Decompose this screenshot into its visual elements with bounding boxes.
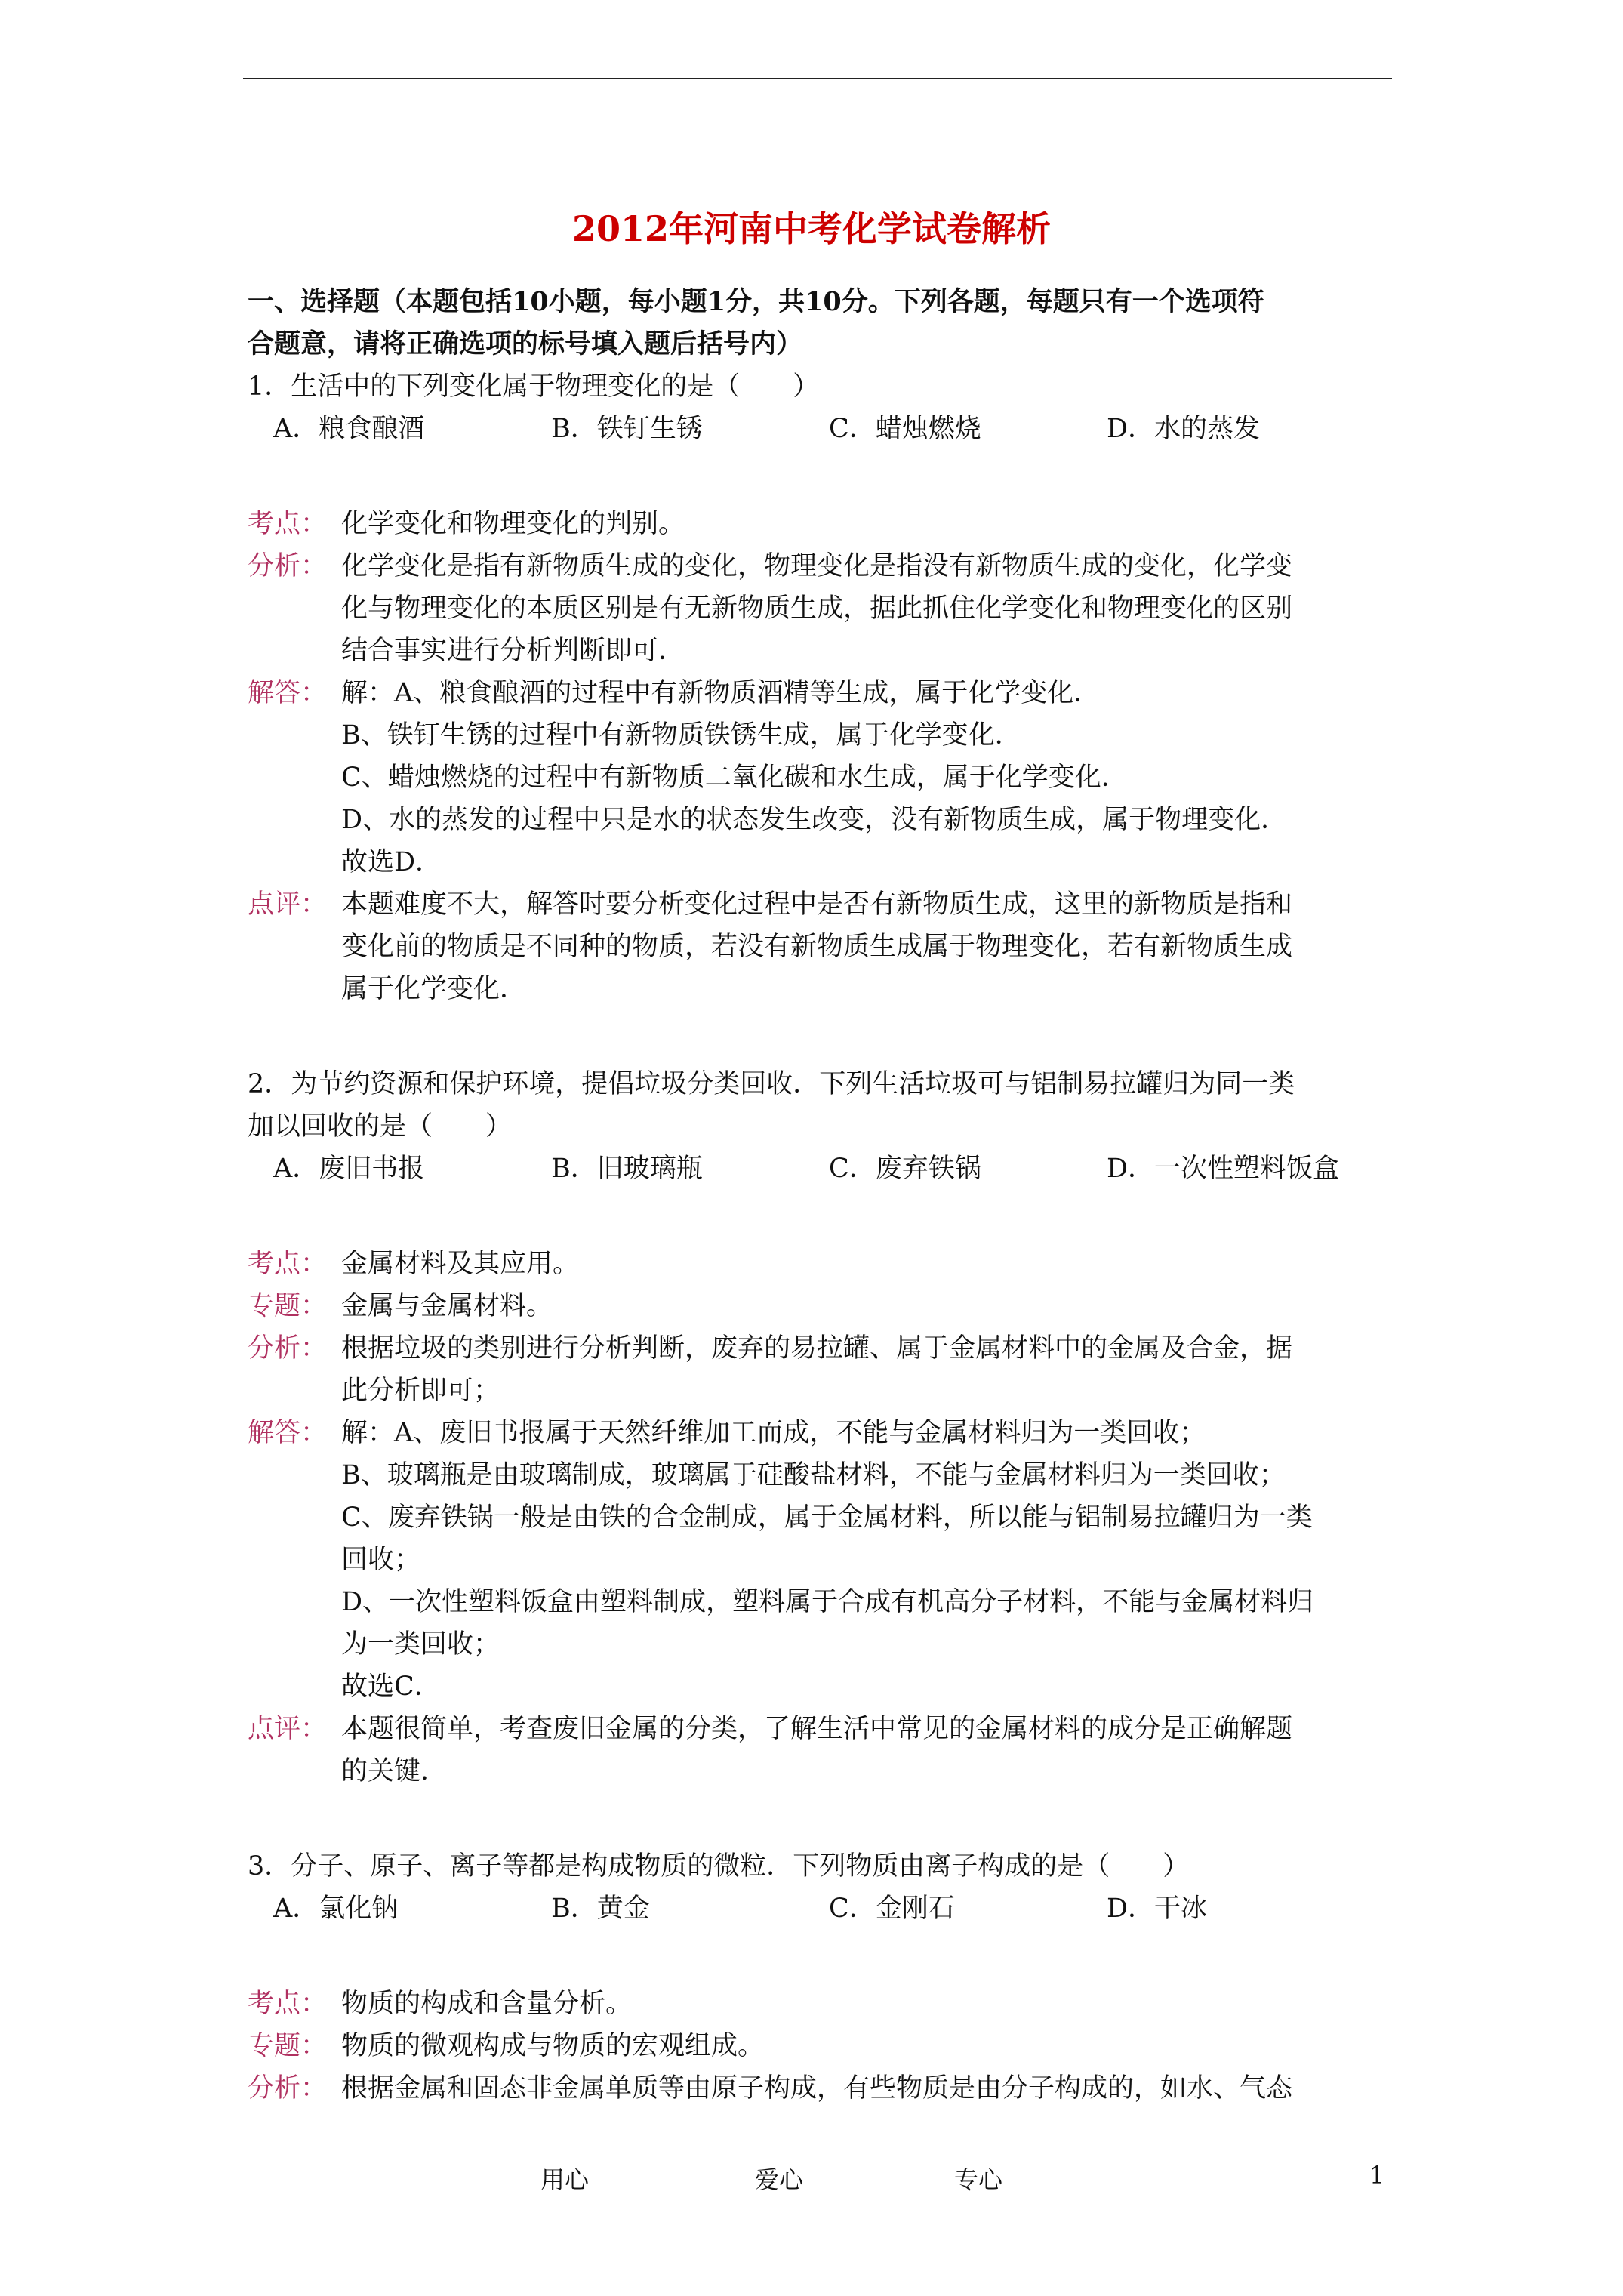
analysis-line: 变化前的物质是不同种的物质，若没有新物质生成属于物理变化，若有新物质生成 — [341, 932, 1293, 962]
options-row — [248, 408, 1397, 450]
option-b: B．黄金 — [551, 1894, 650, 1924]
analysis-line: C、废弃铁锅一般是由铁的合金制成，属于金属材料，所以能与铝制易拉罐归为一类 — [341, 1502, 1313, 1533]
footer-left-text: 用心 — [540, 2165, 590, 2194]
analysis-fenxi — [248, 2067, 1397, 2110]
analysis-line: D、水的蒸发的过程中只是水的状态发生改变，没有新物质生成，属于物理变化． — [341, 805, 1288, 835]
analysis-line: 化与物理变化的本质区别是有无新物质生成，据此抓住化学变化和物理变化的区别 — [341, 593, 1293, 624]
question-stem: 2．为节约资源和保护环境，提倡垃圾分类回收．下列生活垃圾可与铝制易拉罐归为同一类 — [248, 1069, 1295, 1099]
analysis-label: 分析： — [248, 2073, 328, 2103]
analysis-label: 专题： — [248, 1291, 328, 1321]
option-d: D．水的蒸发 — [1107, 414, 1261, 444]
analysis-dianping — [248, 1708, 1397, 1792]
analysis-fenxi — [248, 1327, 1397, 1412]
analysis-kaodian — [248, 1243, 1397, 1285]
option-c: C．废弃铁锅 — [829, 1154, 981, 1184]
analysis-fenxi — [248, 545, 1397, 672]
page-number: 1 — [1369, 2161, 1385, 2190]
question-1 — [248, 365, 1397, 1010]
analysis-line: 根据金属和固态非金属单质等由原子构成，有些物质是由分子构成的，如水、气态 — [341, 2073, 1293, 2103]
section-heading-line-2: 合题意，请将正确选项的标号填入题后括号内） — [248, 328, 803, 359]
analysis-zhuanti — [248, 1285, 1397, 1327]
analysis-jieda — [248, 1412, 1397, 1708]
analysis-line: C、蜡烛燃烧的过程中有新物质二氧化碳和水生成，属于化学变化． — [341, 763, 1128, 793]
analysis-line: 解：A、废旧书报属于天然纤维加工而成，不能与金属材料归为一类回收； — [341, 1418, 1206, 1448]
analysis-label: 考点： — [248, 1989, 328, 2019]
analysis-line: 此分析即可； — [341, 1376, 500, 1406]
analysis-label: 分析： — [248, 1333, 328, 1364]
option-d: D．一次性塑料饭盒 — [1107, 1154, 1340, 1184]
footer-right-text: 专心 — [954, 2165, 1003, 2194]
option-a: A．粮食酿酒 — [273, 414, 425, 444]
analysis-label: 专题： — [248, 2031, 328, 2061]
analysis-line: 物质的微观构成与物质的宏观组成。 — [341, 2031, 765, 2061]
analysis-line: 的关键． — [341, 1756, 448, 1786]
analysis-line: 结合事实进行分析判断即可． — [341, 636, 685, 666]
analysis-line: B、铁钉生锈的过程中有新物质铁锈生成，属于化学变化． — [341, 720, 1021, 750]
option-d: D．干冰 — [1107, 1894, 1208, 1924]
analysis-jieda — [248, 672, 1397, 883]
option-c: C．金刚石 — [829, 1894, 955, 1924]
analysis-label: 点评： — [248, 889, 328, 920]
analysis-line: 故选C． — [341, 1672, 441, 1702]
analysis-line: B、玻璃瓶是由玻璃制成，玻璃属于硅酸盐材料，不能与金属材料归为一类回收； — [341, 1460, 1286, 1490]
analysis-label: 解答： — [248, 678, 328, 708]
section-heading-line-1: 一、选择题（本题包括10小题，每小题1分，共10分。下列各题，每题只有一个选项符 — [248, 286, 1264, 317]
analysis-zhuanti — [248, 2025, 1397, 2067]
analysis-line: 根据垃圾的类别进行分析判断，废弃的易拉罐、属于金属材料中的金属及合金，据 — [341, 1333, 1293, 1364]
header-rule — [243, 78, 1392, 79]
analysis-line: 回收； — [341, 1545, 421, 1575]
question-stem: 1．生活中的下列变化属于物理变化的是（ ） — [248, 371, 820, 402]
analysis-line: 解：A、粮食酿酒的过程中有新物质酒精等生成，属于化学变化． — [341, 678, 1101, 708]
analysis-line: 物质的构成和含量分析。 — [341, 1989, 633, 2019]
option-a: A．废旧书报 — [273, 1154, 425, 1184]
option-c: C．蜡烛燃烧 — [829, 414, 981, 444]
analysis-label: 考点： — [248, 1249, 328, 1279]
analysis-label: 分析： — [248, 551, 328, 581]
analysis-line: 属于化学变化． — [341, 974, 527, 1004]
analysis-label: 考点： — [248, 509, 328, 539]
question-3 — [248, 1845, 1397, 2110]
analysis-line: 化学变化和物理变化的判别。 — [341, 509, 685, 539]
analysis-line: 化学变化是指有新物质生成的变化，物理变化是指没有新物质生成的变化，化学变 — [341, 551, 1293, 581]
analysis-line: 本题难度不大，解答时要分析变化过程中是否有新物质生成，这里的新物质是指和 — [341, 889, 1293, 920]
question-stem: 加以回收的是（ ） — [248, 1111, 513, 1142]
analysis-line: 本题很简单，考查废旧金属的分类，了解生活中常见的金属材料的成分是正确解题 — [341, 1714, 1293, 1744]
analysis-label: 点评： — [248, 1714, 328, 1744]
analysis-line: D、一次性塑料饭盒由塑料制成，塑料属于合成有机高分子材料，不能与金属材料归 — [341, 1587, 1314, 1617]
footer-middle-text: 爱心 — [755, 2165, 804, 2194]
option-a: A．氯化钠 — [273, 1894, 399, 1924]
option-b: B．旧玻璃瓶 — [551, 1154, 703, 1184]
document-body — [248, 281, 1397, 2110]
analysis-label: 解答： — [248, 1418, 328, 1448]
question-stem: 3．分子、原子、离子等都是构成物质的微粒．下列物质由离子构成的是（ ） — [248, 1851, 1190, 1881]
analysis-line: 为一类回收； — [341, 1629, 500, 1660]
analysis-line: 故选D． — [341, 847, 442, 877]
analysis-kaodian — [248, 503, 1397, 545]
options-row — [248, 1148, 1397, 1190]
analysis-line: 金属材料及其应用。 — [341, 1249, 580, 1279]
analysis-kaodian — [248, 1983, 1397, 2025]
question-2 — [248, 1063, 1397, 1792]
page-title: 2012年河南中考化学试卷解析 — [571, 208, 1052, 249]
analysis-line: 金属与金属材料。 — [341, 1291, 553, 1321]
analysis-dianping — [248, 883, 1397, 1010]
options-row — [248, 1888, 1397, 1930]
option-b: B．铁钉生锈 — [551, 414, 703, 444]
